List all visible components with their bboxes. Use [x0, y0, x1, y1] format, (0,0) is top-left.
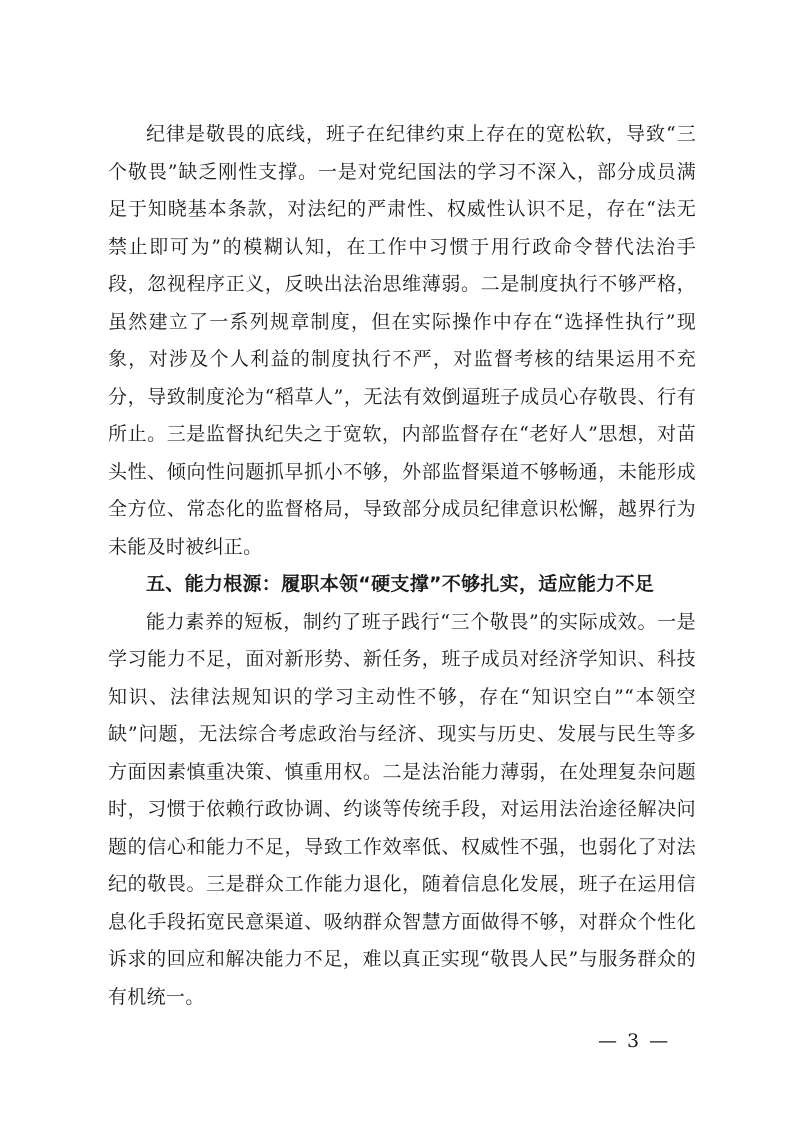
section-heading: 五、能力根源：履职本领“硬支撑”不够扎实，适应能力不足	[146, 573, 655, 595]
paragraph-discipline: 纪律是敬畏的底线，班子在纪律约束上存在的宽松软，导致“三个敬畏”缺乏刚性支撑。一是对党纪国法的学习不深入，部分成员满足于知晓基本条款，对法纪的严肃性、权威性认识不足，存在“法无禁止即可为”的模糊认知，在工作中习惯于用行政命令替代法治手段，忽视程序正义，反映出法治思维薄弱。二是制度执行不够严格，虽然建立了一系列规章制度，但在实际操作中存在“选择性执行”现象，对涉及个人利益的制度执行不严，对监督考核的结果运用不充分，导致制度沦为“稻草人”，无法有效倒逼班子成员心存敬畏、行有所止。三是监督执纪失之于宽软，内部监督存在“老好人”思想，对苗头性、倾向性问题抓早抓小不够，外部监督渠道不够畅通，未能形成全方位、常态化的监督格局，导致部分成员纪律意识松懈，越界行为未能及时被纠正。	[108, 123, 696, 558]
paragraph-ability: 能力素养的短板，制约了班子践行“三个敬畏”的实际成效。一是学习能力不足，面对新形势、新任务，班子成员对经济学知识、科技知识、法律法规知识的学习主动性不够，存在“知识空白”“本领空缺”问题，无法综合考虑政治与经济、现实与历史、发展与民生等多方面因素慎重决策、慎重用权。二是法治能力薄弱，在处理复杂问题时，习惯于依赖行政协调、约谈等传统手段，对运用法治途径解决问题的信心和能力不足，导致工作效率低、权威性不强，也弱化了对法纪的敬畏。三是群众工作能力退化，随着信息化发展，班子在运用信息化手段拓宽民意渠道、吸纳群众智慧方面做得不够，对群众个性化诉求的回应和解决能力不足，难以真正实现“敬畏人民”与服务群众的有机统一。	[108, 610, 696, 1008]
page-number: — 3 —	[598, 1030, 671, 1052]
document-body	[108, 116, 696, 1016]
